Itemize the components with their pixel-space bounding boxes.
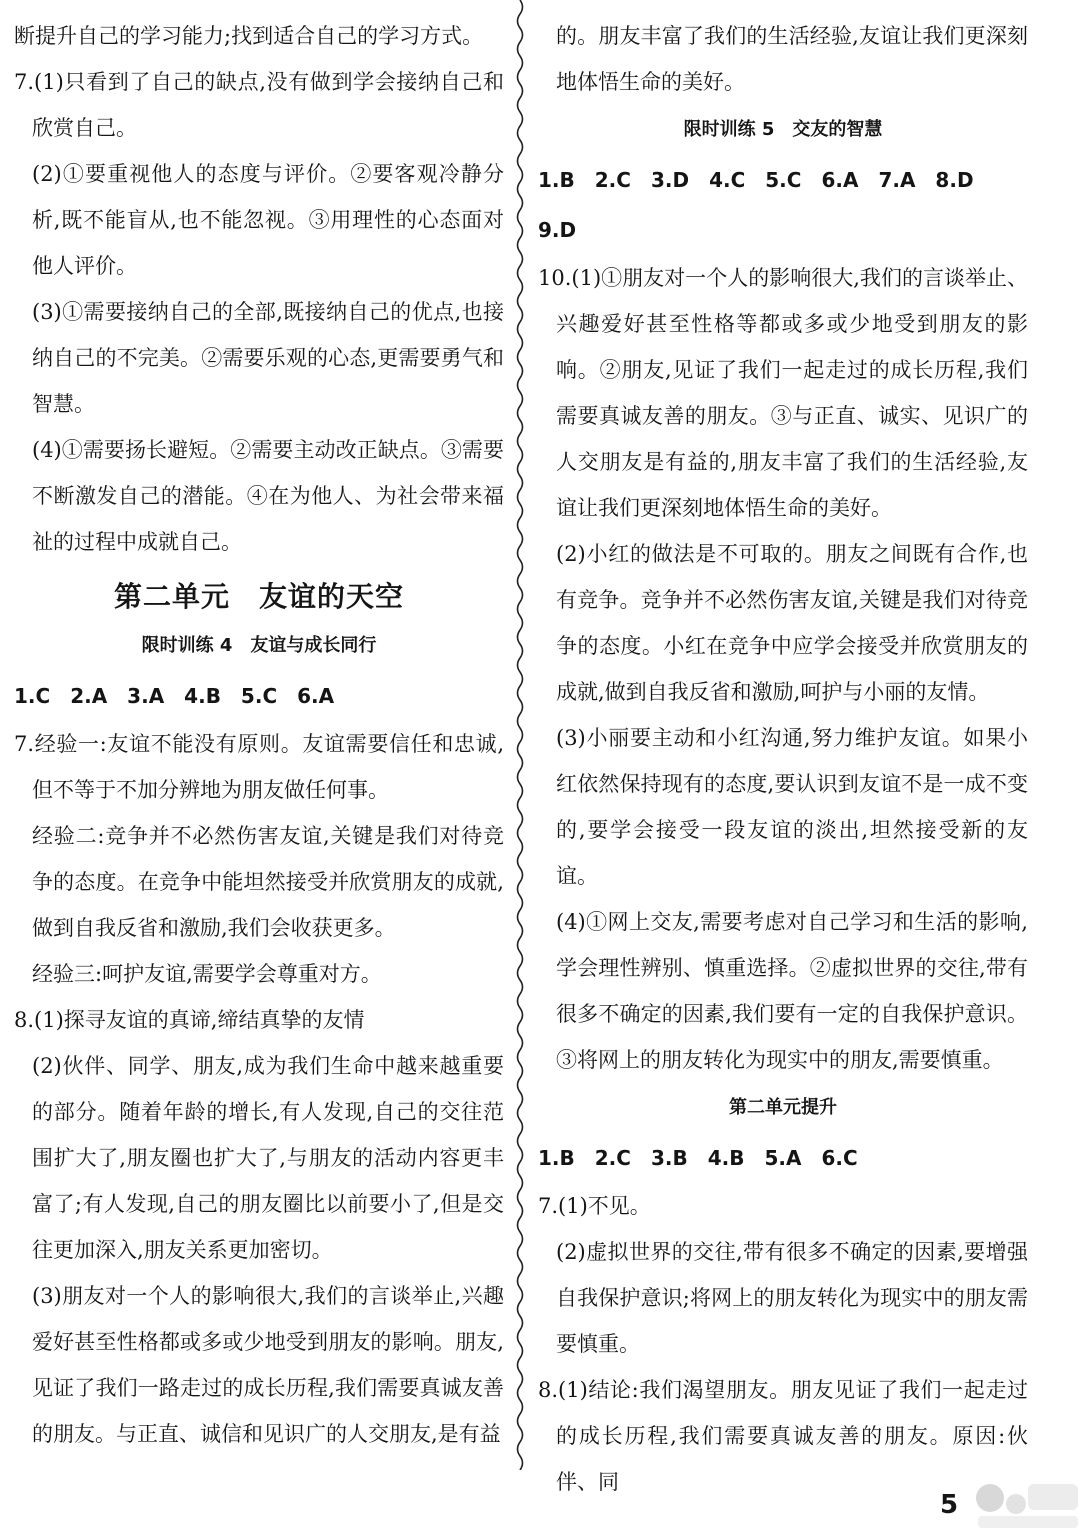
unit-2-review-answers: 1.B 2.C 3.B 4.B 5.A 6.C [538, 1146, 858, 1170]
review-question-7-part-2: (2)虚拟世界的交往,带有很多不确定的因素,要增强自我保护意识;将网上的朋友转化为现实中的朋友需要慎重。 [556, 1240, 1028, 1356]
page-number: 5 [940, 1490, 959, 1520]
paragraph: 的。朋友丰富了我们的生活经验,友谊让我们更深刻地体悟生命的美好。 [556, 24, 1028, 94]
question-8-part-2: (2)伙伴、同学、朋友,成为我们生命中越来越重要的部分。随着年龄的增长,有人发现,自己的交往范围扩大了,朋友圈也扩大了,与朋友的活动内容更丰富了;有人发现,自己的朋友圈比以前要小了,但是交往更加深入,朋友关系更加密切。 [32, 1054, 504, 1262]
section-5-answers: 1.B 2.C 3.D 4.C 5.C 6.A 7.A 8.D 9.D [538, 168, 994, 242]
unit-title: 第二单元 友谊的天空 [113, 580, 404, 613]
watermark-logo [968, 1476, 1086, 1532]
question-10-part-4: (4)①网上交友,需要考虑对自己学习和生活的影响,学会理性辨别、慎重选择。②虚拟世界的交往,带有很多不确定的因素,我们要有一定的自我保护意识。③将网上的朋友转化为现实中的朋友,需要慎重。 [556, 910, 1028, 1072]
question-7-part-1: 7.(1)只看到了自己的缺点,没有做到学会接纳自己和欣赏自己。 [14, 70, 504, 140]
question-7-part-2: (2)①要重视他人的态度与评价。②要客观冷静分析,既不能盲从,也不能忽视。③用理性的心态面对他人评价。 [32, 162, 504, 278]
paragraph: 断提升自己的学习能力;找到适合自己的学习方式。 [14, 24, 484, 48]
section-4-answers: 1.C 2.A 3.A 4.B 5.C 6.A [14, 684, 335, 708]
section-4-title: 限时训练 4 友谊与成长同行 [141, 635, 377, 656]
right-column [538, 0, 1028, 1505]
question-8-part-3: (3)朋友对一个人的影响很大,我们的言谈举止,兴趣爱好甚至性格都或多或少地受到朋友的影响。朋友,见证了我们一路走过的成长历程,我们需要真诚友善的朋友。与正直、诚信和见识广的人交朋友,是有益 [32, 1284, 504, 1446]
question-8-part-1: 8.(1)探寻友谊的真谛,缔结真挚的友情 [14, 1008, 365, 1032]
question-7-experience-3: 经验三:呵护友谊,需要学会尊重对方。 [32, 962, 382, 986]
question-10-part-2: (2)小红的做法是不可取的。朋友之间既有合作,也有竞争。竞争并不必然伤害友谊,关键是我们对待竞争的态度。小红在竞争中应学会接受并欣赏朋友的成就,做到自我反省和激励,呵护与小丽的友情。 [556, 542, 1028, 704]
question-7-part-3: (3)①需要接纳自己的全部,既接纳自己的优点,也接纳自己的不完美。②需要乐观的心态,更需要勇气和智慧。 [32, 300, 504, 416]
question-7-part-4: (4)①需要扬长避短。②需要主动改正缺点。③需要不断激发自己的潜能。④在为他人、为社会带来福祉的过程中成就自己。 [32, 438, 504, 554]
review-question-7-part-1: 7.(1)不见。 [538, 1194, 651, 1218]
unit-2-review-title: 第二单元提升 [729, 1097, 837, 1118]
question-10-part-1: 10.(1)①朋友对一个人的影响很大,我们的言谈举止、兴趣爱好甚至性格等都或多或少地受到朋友的影响。②朋友,见证了我们一起走过的成长历程,我们需要真诚友善的朋友。③与正直、诚实、见识广的人交朋友是有益的,朋友丰富了我们的生活经验,友谊让我们更深刻地体悟生命的美好。 [538, 266, 1028, 520]
question-10-part-3: (3)小丽要主动和小红沟通,努力维护友谊。如果小红依然保持现有的态度,要认识到友谊不是一成不变的,要学会接受一段友谊的淡出,坦然接受新的友谊。 [556, 726, 1028, 888]
column-divider [512, 0, 528, 1470]
section-5-title: 限时训练 5 交友的智慧 [683, 119, 883, 140]
question-7-experience-1: 7.经验一:友谊不能没有原则。友谊需要信任和忠诚,但不等于不加分辨地为朋友做任何事。 [14, 732, 504, 802]
review-question-8-part-1: 8.(1)结论:我们渴望朋友。朋友见证了我们一起走过的成长历程,我们需要真诚友善的朋友。原因:伙伴、同 [538, 1378, 1028, 1494]
left-column [14, 0, 504, 1457]
question-7-experience-2: 经验二:竞争并不必然伤害友谊,关键是我们对待竞争的态度。在竞争中能坦然接受并欣赏朋友的成就,做到自我反省和激励,我们会收获更多。 [32, 824, 504, 940]
